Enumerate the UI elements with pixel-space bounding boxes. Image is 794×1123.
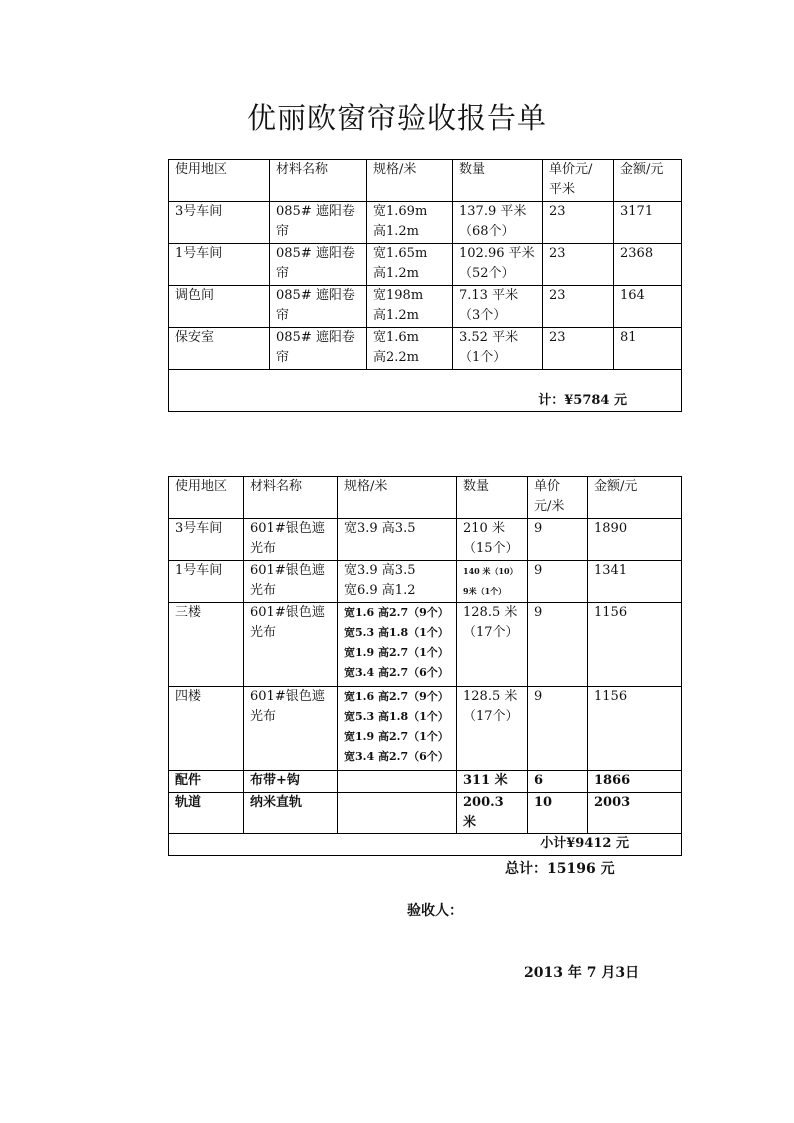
header-spec: 规格/米 <box>338 477 457 519</box>
cell-amount: 164 <box>614 286 682 328</box>
cell-price: 9 <box>528 519 588 561</box>
table-row <box>169 687 682 771</box>
cell-qty: 311 米 <box>457 771 528 793</box>
cell-area: 配件 <box>169 771 244 793</box>
table-row <box>169 771 682 793</box>
inspector-label: 验收人： <box>407 903 463 919</box>
cell-area: 三楼 <box>169 603 244 687</box>
cell-material: 601#银色遮 光布 <box>244 603 338 687</box>
cell-qty: 140 米（10） 9米（1个） <box>457 561 528 603</box>
cell-price: 10 <box>528 793 588 834</box>
cell-price: 23 <box>543 202 614 244</box>
header-qty: 数量 <box>453 160 543 202</box>
cell-spec: 宽3.9 高3.5 <box>338 519 457 561</box>
cell-amount: 2003 <box>588 793 682 834</box>
table-header-row <box>169 477 682 519</box>
cell-qty: 102.96 平米 （52个） <box>453 244 543 286</box>
total-row <box>169 370 682 412</box>
cell-spec <box>338 793 457 834</box>
cell-spec: 宽198m 高1.2m <box>367 286 453 328</box>
cell-material: 601#银色遮 光布 <box>244 561 338 603</box>
cell-qty: 200.3 米 <box>457 793 528 834</box>
cell-amount: 3171 <box>614 202 682 244</box>
cell-area: 四楼 <box>169 687 244 771</box>
cell-price: 9 <box>528 687 588 771</box>
cell-amount: 1341 <box>588 561 682 603</box>
cell-amount: 81 <box>614 328 682 370</box>
cell-price: 23 <box>543 244 614 286</box>
cell-spec: 宽1.6m 高2.2m <box>367 328 453 370</box>
table-row <box>169 286 682 328</box>
cell-qty: 128.5 米 （17个） <box>457 603 528 687</box>
header-spec: 规格/米 <box>367 160 453 202</box>
cell-material: 085# 遮阳卷 帘 <box>270 286 367 328</box>
cell-spec: 宽1.65m 高1.2m <box>367 244 453 286</box>
cell-material: 布带+钩 <box>244 771 338 793</box>
cell-material: 085# 遮阳卷 帘 <box>270 244 367 286</box>
table1-total: 计：¥5784 元 <box>169 370 682 412</box>
cell-qty: 210 米 （15个） <box>457 519 528 561</box>
table-row <box>169 328 682 370</box>
report-date: 2013 年 7 月3日 <box>524 965 640 981</box>
table-row <box>169 603 682 687</box>
table-row <box>169 561 682 603</box>
header-unit-price: 单价元/ 平米 <box>543 160 614 202</box>
cell-qty: 137.9 平米 （68个） <box>453 202 543 244</box>
cell-spec: 宽3.9 高3.5 宽6.9 高1.2 <box>338 561 457 603</box>
roller-blind-table <box>168 159 682 412</box>
cell-amount: 1890 <box>588 519 682 561</box>
cell-material: 601#银色遮 光布 <box>244 687 338 771</box>
table2-subtotal: 小计¥9412 元 <box>169 834 682 856</box>
table-header-row <box>169 160 682 202</box>
cell-price: 23 <box>543 328 614 370</box>
header-material: 材料名称 <box>244 477 338 519</box>
cell-material: 085# 遮阳卷 帘 <box>270 328 367 370</box>
shading-fabric-table <box>168 476 682 856</box>
cell-area: 保安室 <box>169 328 270 370</box>
cell-material: 085# 遮阳卷 帘 <box>270 202 367 244</box>
header-area: 使用地区 <box>169 477 244 519</box>
header-amount: 金额/元 <box>614 160 682 202</box>
cell-amount: 2368 <box>614 244 682 286</box>
cell-spec: 宽1.6 高2.7（9个） 宽5.3 高1.8（1个） 宽1.9 高2.7（1个） 宽3.4 高2.7（6个） <box>338 603 457 687</box>
cell-amount: 1156 <box>588 603 682 687</box>
cell-area: 3号车间 <box>169 202 270 244</box>
cell-area: 调色间 <box>169 286 270 328</box>
cell-material: 601#银色遮 光布 <box>244 519 338 561</box>
header-qty: 数量 <box>457 477 528 519</box>
cell-qty: 128.5 米 （17个） <box>457 687 528 771</box>
cell-amount: 1866 <box>588 771 682 793</box>
document-title: 优丽欧窗帘验收报告单 <box>246 101 547 135</box>
cell-spec: 宽1.6 高2.7（9个） 宽5.3 高1.8（1个） 宽1.9 高2.7（1个） 宽3.4 高2.7（6个） <box>338 687 457 771</box>
cell-area: 轨道 <box>169 793 244 834</box>
cell-area: 1号车间 <box>169 244 270 286</box>
table-row <box>169 244 682 286</box>
cell-area: 3号车间 <box>169 519 244 561</box>
table-row <box>169 793 682 834</box>
cell-material: 纳米直轨 <box>244 793 338 834</box>
cell-price: 23 <box>543 286 614 328</box>
cell-spec: 宽1.69m 高1.2m <box>367 202 453 244</box>
cell-price: 6 <box>528 771 588 793</box>
cell-qty: 7.13 平米 （3个） <box>453 286 543 328</box>
table-row <box>169 519 682 561</box>
cell-price: 9 <box>528 561 588 603</box>
header-amount: 金额/元 <box>588 477 682 519</box>
header-unit-price: 单价 元/米 <box>528 477 588 519</box>
table-row <box>169 202 682 244</box>
cell-amount: 1156 <box>588 687 682 771</box>
subtotal-row <box>169 834 682 856</box>
cell-spec <box>338 771 457 793</box>
cell-price: 9 <box>528 603 588 687</box>
grand-total: 总计：15196 元 <box>505 861 615 877</box>
cell-qty: 3.52 平米 （1个） <box>453 328 543 370</box>
header-area: 使用地区 <box>169 160 270 202</box>
header-material: 材料名称 <box>270 160 367 202</box>
cell-area: 1号车间 <box>169 561 244 603</box>
